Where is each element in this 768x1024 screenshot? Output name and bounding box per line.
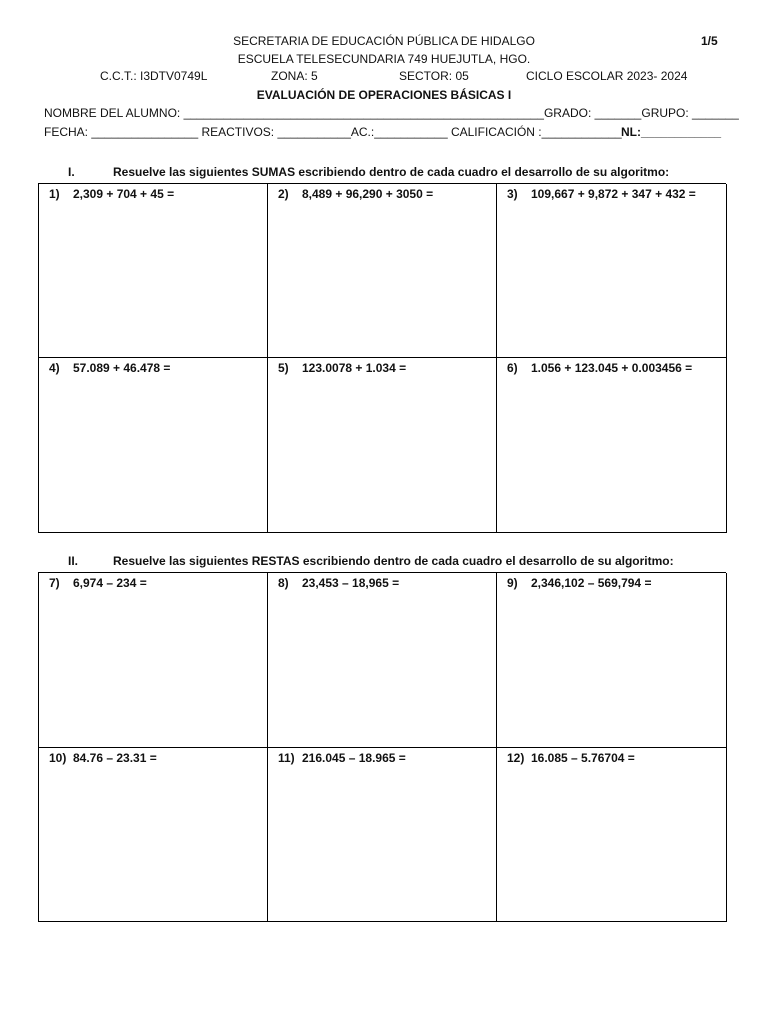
problem-number: 10) xyxy=(49,751,67,765)
student-name-field: NOMBRE DEL ALUMNO: ______________________________________________________GRADO: _______GRUPO: _______ xyxy=(44,106,739,120)
problem-number: 2) xyxy=(278,187,289,201)
problem-number: 3) xyxy=(507,187,518,201)
problem-box xyxy=(268,573,497,748)
problem-expression: 216.045 – 18.965 = xyxy=(302,751,406,765)
problem-number: 8) xyxy=(278,576,289,590)
sums-grid xyxy=(38,183,726,533)
problem-number: 12) xyxy=(507,751,525,765)
section-2-instruction: Resuelve las siguientes RESTAS escribiendo dentro de cada cuadro el desarrollo de su algoritmo: xyxy=(113,554,674,568)
problem-number: 11) xyxy=(278,751,295,765)
problem-expression: 123.0078 + 1.034 = xyxy=(302,361,407,375)
sector-label: SECTOR: 05 xyxy=(399,69,469,83)
problem-number: 5) xyxy=(278,361,289,375)
problem-expression: 16.085 – 5.76704 = xyxy=(531,751,635,765)
section-2-title xyxy=(0,554,768,570)
section-2-number: II. xyxy=(68,554,79,568)
problem-box xyxy=(268,184,497,358)
cct-code: C.C.T.: I3DTV0749L xyxy=(100,69,208,83)
date-field: FECHA: ________________ REACTIVOS: ___________AC.:___________ CALIFICACIÓN :____________ xyxy=(44,125,622,139)
nl-field: NL:____________ xyxy=(621,125,722,139)
problem-expression: 109,667 + 9,872 + 347 + 432 = xyxy=(531,187,696,201)
problem-box xyxy=(39,358,268,533)
problem-box xyxy=(39,184,268,358)
page-number: 1/5 xyxy=(701,34,718,48)
section-1-instruction: Resuelve las siguientes SUMAS escribiendo dentro de cada cuadro el desarrollo de su algoritmo: xyxy=(113,165,670,179)
problem-number: 9) xyxy=(507,576,518,590)
problem-expression: 2,346,102 – 569,794 = xyxy=(531,576,652,590)
problem-number: 6) xyxy=(507,361,518,375)
subtractions-grid xyxy=(38,572,726,922)
problem-expression: 1.056 + 123.045 + 0.003456 = xyxy=(531,361,693,375)
problem-expression: 57.089 + 46.478 = xyxy=(73,361,171,375)
school-name: ESCUELA TELESECUNDARIA 749 HUEJUTLA, HGO. xyxy=(237,52,531,66)
problem-box xyxy=(497,748,727,922)
problem-number: 1) xyxy=(49,187,60,201)
zona-label: ZONA: 5 xyxy=(271,69,318,83)
problem-expression: 6,974 – 234 = xyxy=(73,576,147,590)
problem-box xyxy=(268,748,497,922)
page-title: EVALUACIÓN DE OPERACIONES BÁSICAS I xyxy=(256,88,512,102)
secretaria-heading: SECRETARIA DE EDUCACIÓN PÚBLICA DE HIDALGO xyxy=(233,34,535,48)
school-year: CICLO ESCOLAR 2023- 2024 xyxy=(526,69,688,83)
problem-box xyxy=(268,358,497,533)
section-1-title xyxy=(0,165,768,181)
problem-expression: 2,309 + 704 + 45 = xyxy=(73,187,175,201)
problem-number: 4) xyxy=(49,361,60,375)
problem-box xyxy=(497,573,727,748)
problem-box xyxy=(497,184,727,358)
problem-expression: 8,489 + 96,290 + 3050 = xyxy=(302,187,434,201)
problem-box xyxy=(39,748,268,922)
problem-expression: 23,453 – 18,965 = xyxy=(302,576,400,590)
problem-expression: 84.76 – 23.31 = xyxy=(73,751,157,765)
problem-box xyxy=(497,358,727,533)
section-1-number: I. xyxy=(68,165,75,179)
problem-number: 7) xyxy=(49,576,60,590)
problem-box xyxy=(39,573,268,748)
